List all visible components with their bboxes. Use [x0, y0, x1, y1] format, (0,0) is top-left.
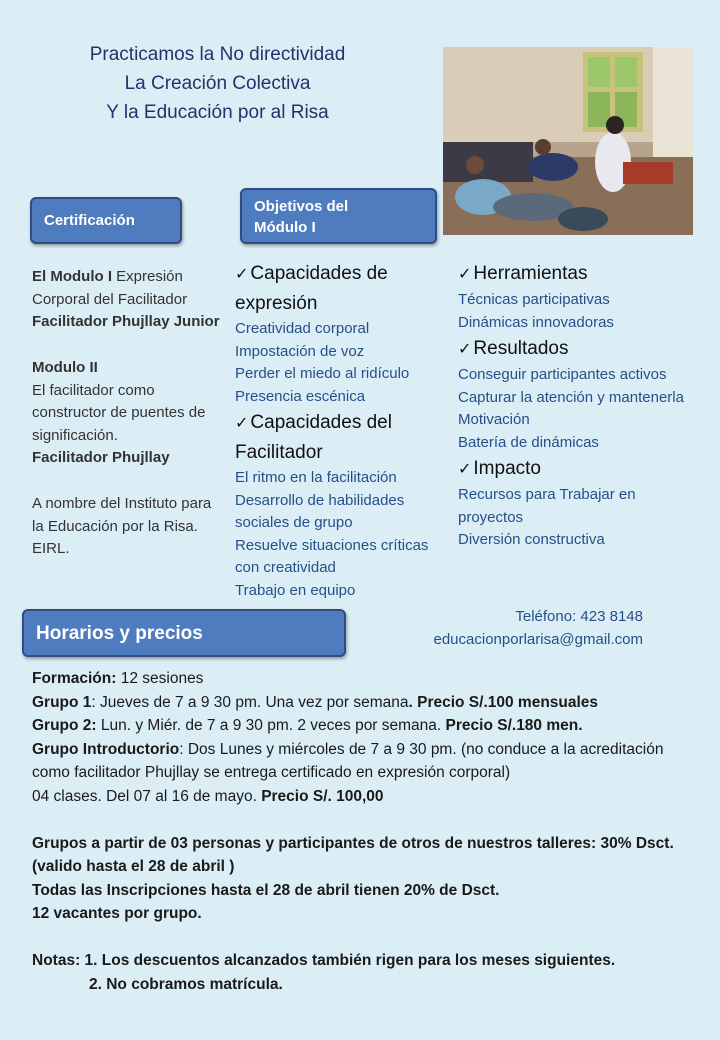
email-text: educacionporlarisa@gmail.com	[433, 631, 643, 648]
clases-text: 04 clases. Del 07 al 16 de mayo.	[32, 787, 262, 805]
list-item: Resuelve situaciones críticas con creatividad	[235, 536, 429, 576]
check-icon: ✓	[458, 341, 472, 358]
herr-head-label: Herramientas	[473, 263, 588, 284]
list-item: Presencia escénica	[235, 387, 366, 405]
nota-1: Notas: 1. Los descuentos alcanzados también rigen para los meses siguientes.	[32, 952, 616, 969]
phone-text: Teléfono: 423 8148	[515, 608, 643, 625]
imp-head	[458, 454, 698, 484]
gi-text: : Dos Lunes y miércoles de 7 a 9 30 pm. (no conduce a la acreditación como facilitador Phujllay se entrega certificado en expresión corporal)	[32, 740, 664, 781]
g1-label: Grupo 1	[32, 693, 92, 711]
list-item: Batería de dinámicas	[458, 433, 599, 451]
institute-text: A nombre del Instituto para la Educación por la Risa. EIRL.	[32, 495, 212, 557]
herr-head	[458, 259, 698, 289]
exp-head-label: Capacidades de expresión	[235, 263, 388, 314]
check-icon: ✓	[235, 415, 249, 432]
list-item: El ritmo en la facilitación	[235, 469, 397, 486]
list-item: Creatividad corporal	[235, 320, 370, 337]
vacantes-text: 12 vacantes por grupo.	[32, 905, 202, 922]
title-line-3: Y la Educación por al Risa	[106, 102, 329, 123]
g2-text: Lun. y Miér. de 7 a 9 30 pm. 2 veces por semana.	[96, 717, 446, 734]
mod1-text: Expresión Corporal del Facilitador	[32, 268, 188, 308]
imp-head-label: Impacto	[473, 458, 541, 479]
list-item: Perder el miedo al ridículo	[235, 365, 410, 382]
gi-label: Grupo Introductorio	[32, 740, 180, 758]
objetivos-column	[235, 259, 455, 602]
res-head	[458, 334, 698, 364]
tab-horarios: Horarios y precios	[22, 609, 346, 657]
title-line-1: Practicamos la No directividad	[89, 44, 346, 65]
descuento-inscripciones: Todas las Inscripciones hasta el 28 de abril tienen 20% de Dsct.	[32, 881, 500, 899]
list-item: Desarrollo de habilidades sociales de grupo	[235, 491, 405, 531]
mod2-title: Facilitador Phujllay	[32, 449, 170, 466]
horarios-block	[32, 667, 692, 996]
tab-objetivos-line-1: Objetivos del	[254, 198, 349, 215]
list-item: Recursos para Trabajar en proyectos	[458, 486, 636, 526]
list-item: Impostación de voz	[235, 342, 365, 360]
nota-2: 2. No cobramos matrícula.	[89, 975, 283, 993]
exp-head	[235, 259, 455, 318]
formacion-label: Formación:	[32, 670, 117, 687]
herramientas-column	[458, 259, 698, 552]
check-icon: ✓	[458, 461, 472, 478]
descuento-grupos: Grupos a partir de 03 personas y participantes de otros de nuestros talleres: 30% Dsct. (valido hasta el 28 de abril )	[32, 834, 674, 875]
list-item: Trabajo en equipo	[235, 581, 356, 599]
g1-text: : Jueves de 7 a 9 30 pm. Una vez por semana	[91, 693, 409, 711]
clases-price: Precio S/. 100,00	[261, 787, 384, 805]
g2-price: Precio S/.180 men.	[445, 717, 583, 734]
list-item: Capturar la atención y mantenerla	[458, 388, 684, 406]
list-item: Motivación	[458, 411, 530, 428]
check-icon: ✓	[458, 266, 472, 283]
header-title	[40, 40, 395, 127]
tab-certificacion: Certificación	[30, 197, 182, 244]
list-item: Técnicas participativas	[458, 291, 610, 308]
tab-objetivos-line-2: Módulo I	[254, 219, 316, 236]
list-item: Conseguir participantes activos	[458, 366, 667, 383]
mod2-text: El facilitador como constructor de puentes de significación.	[32, 381, 206, 444]
fac-head	[235, 408, 455, 467]
fac-head-label: Capacidades del Facilitador	[235, 412, 392, 463]
check-icon: ✓	[235, 266, 249, 283]
contact-block	[380, 605, 643, 651]
mod2-bold: Modulo II	[32, 359, 98, 376]
mod1-title: Facilitador Phujllay Junior	[32, 313, 220, 330]
title-line-2: La Creación Colectiva	[124, 73, 311, 94]
certificacion-column	[32, 266, 222, 561]
formacion-value: 12 sesiones	[116, 670, 204, 687]
tab-objetivos	[240, 188, 437, 244]
list-item: Diversión constructiva	[458, 531, 605, 548]
list-item: Dinámicas innovadoras	[458, 313, 614, 331]
g1-price: . Precio S/.100 mensuales	[408, 693, 599, 711]
res-head-label: Resultados	[473, 338, 569, 359]
workshop-photo	[443, 47, 693, 235]
mod1-bold: El Modulo I	[32, 268, 112, 285]
g2-label: Grupo 2:	[32, 717, 97, 734]
